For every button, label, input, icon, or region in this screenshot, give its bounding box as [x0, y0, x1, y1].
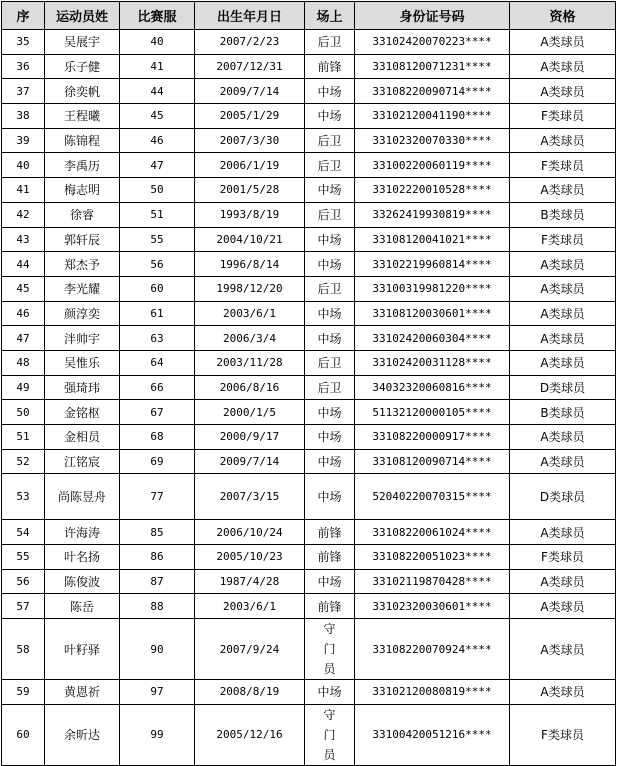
seq-cell: 53: [2, 474, 45, 520]
name-cell: 许海涛: [45, 520, 120, 545]
seq-cell: 39: [2, 128, 45, 153]
seq-cell: 41: [2, 178, 45, 203]
id-number-cell: 52040220070315****: [355, 474, 510, 520]
table-row: [2, 178, 616, 203]
qualification-cell: D类球员: [510, 375, 616, 400]
header-seq: 序: [2, 2, 45, 30]
jersey-cell: 64: [120, 350, 195, 375]
id-number-cell: 33108120030601****: [355, 301, 510, 326]
name-cell: 叶籽驿: [45, 619, 120, 680]
id-number-cell: 33108220051023****: [355, 545, 510, 570]
id-number-cell: 33102120080819****: [355, 680, 510, 705]
jersey-cell: 45: [120, 104, 195, 129]
table-row: [2, 30, 616, 55]
id-number-cell: 33102220010528****: [355, 178, 510, 203]
id-number-cell: 33108120071231****: [355, 54, 510, 79]
position-cell: 中场: [305, 680, 355, 705]
id-number-cell: 33108220061024****: [355, 520, 510, 545]
name-cell: 颜淳奕: [45, 301, 120, 326]
seq-cell: 47: [2, 326, 45, 351]
seq-cell: 56: [2, 569, 45, 594]
name-cell: 郑杰予: [45, 252, 120, 277]
name-cell: 郭轩辰: [45, 227, 120, 252]
id-number-cell: 33102420070223****: [355, 30, 510, 55]
jersey-cell: 47: [120, 153, 195, 178]
position-cell: 守门员: [305, 619, 355, 680]
id-number-cell: 51132120000105****: [355, 400, 510, 425]
birthdate-cell: 2005/1/29: [195, 104, 305, 129]
name-cell: 徐奕帆: [45, 79, 120, 104]
seq-cell: 46: [2, 301, 45, 326]
birthdate-cell: 2006/10/24: [195, 520, 305, 545]
table-row: [2, 520, 616, 545]
seq-cell: 60: [2, 704, 45, 765]
seq-cell: 48: [2, 350, 45, 375]
qualification-cell: A类球员: [510, 128, 616, 153]
id-number-cell: 33100319981220****: [355, 276, 510, 301]
header-qualification: 资格: [510, 2, 616, 30]
table-row: [2, 301, 616, 326]
id-number-cell: 33262419930819****: [355, 202, 510, 227]
position-cell: 后卫: [305, 153, 355, 178]
name-cell: 梅志明: [45, 178, 120, 203]
id-number-cell: 34032320060816****: [355, 375, 510, 400]
table-row: [2, 375, 616, 400]
table-row: [2, 153, 616, 178]
position-cell: 中场: [305, 400, 355, 425]
qualification-cell: A类球员: [510, 594, 616, 619]
jersey-cell: 99: [120, 704, 195, 765]
jersey-cell: 60: [120, 276, 195, 301]
qualification-cell: D类球员: [510, 474, 616, 520]
qualification-cell: A类球员: [510, 326, 616, 351]
qualification-cell: A类球员: [510, 350, 616, 375]
birthdate-cell: 2005/10/23: [195, 545, 305, 570]
qualification-cell: A类球员: [510, 449, 616, 474]
birthdate-cell: 2003/6/1: [195, 301, 305, 326]
table-row: [2, 350, 616, 375]
qualification-cell: A类球员: [510, 54, 616, 79]
jersey-cell: 86: [120, 545, 195, 570]
birthdate-cell: 2007/9/24: [195, 619, 305, 680]
qualification-cell: F类球员: [510, 104, 616, 129]
table-row: [2, 227, 616, 252]
name-cell: 泮帅宇: [45, 326, 120, 351]
jersey-cell: 68: [120, 425, 195, 450]
birthdate-cell: 1987/4/28: [195, 569, 305, 594]
table-row: [2, 474, 616, 520]
name-cell: 余昕达: [45, 704, 120, 765]
position-cell: 后卫: [305, 375, 355, 400]
jersey-cell: 90: [120, 619, 195, 680]
table-row: [2, 400, 616, 425]
birthdate-cell: 2004/10/21: [195, 227, 305, 252]
jersey-cell: 46: [120, 128, 195, 153]
position-cell: 中场: [305, 569, 355, 594]
table-row: [2, 594, 616, 619]
id-number-cell: 33100420051216****: [355, 704, 510, 765]
name-cell: 金相员: [45, 425, 120, 450]
birthdate-cell: 2009/7/14: [195, 449, 305, 474]
jersey-cell: 61: [120, 301, 195, 326]
name-cell: 金铭枢: [45, 400, 120, 425]
birthdate-cell: 2001/5/28: [195, 178, 305, 203]
jersey-cell: 66: [120, 375, 195, 400]
table-row: [2, 128, 616, 153]
table-row: [2, 104, 616, 129]
position-cell: 前锋: [305, 54, 355, 79]
id-number-cell: 33102219960814****: [355, 252, 510, 277]
id-number-cell: 33108120041021****: [355, 227, 510, 252]
table-row: [2, 79, 616, 104]
name-cell: 陈岳: [45, 594, 120, 619]
table-row: [2, 545, 616, 570]
name-cell: 黄恩祈: [45, 680, 120, 705]
id-number-cell: 33102120041190****: [355, 104, 510, 129]
jersey-cell: 50: [120, 178, 195, 203]
position-cell: 后卫: [305, 30, 355, 55]
table-row: [2, 202, 616, 227]
table-row: [2, 449, 616, 474]
seq-cell: 49: [2, 375, 45, 400]
seq-cell: 42: [2, 202, 45, 227]
jersey-cell: 41: [120, 54, 195, 79]
qualification-cell: A类球员: [510, 680, 616, 705]
position-cell: 中场: [305, 449, 355, 474]
position-cell: 中场: [305, 252, 355, 277]
qualification-cell: A类球员: [510, 619, 616, 680]
id-number-cell: 33102420060304****: [355, 326, 510, 351]
id-number-cell: 33102320070330****: [355, 128, 510, 153]
name-cell: 叶名扬: [45, 545, 120, 570]
birthdate-cell: 2007/12/31: [195, 54, 305, 79]
name-cell: 陈俊波: [45, 569, 120, 594]
name-cell: 王程曦: [45, 104, 120, 129]
seq-cell: 51: [2, 425, 45, 450]
seq-cell: 50: [2, 400, 45, 425]
seq-cell: 44: [2, 252, 45, 277]
table-row: [2, 276, 616, 301]
position-cell: 中场: [305, 425, 355, 450]
name-cell: 吴展宇: [45, 30, 120, 55]
header-position: 场上: [305, 2, 355, 30]
seq-cell: 38: [2, 104, 45, 129]
jersey-cell: 69: [120, 449, 195, 474]
qualification-cell: A类球员: [510, 252, 616, 277]
position-cell: 前锋: [305, 594, 355, 619]
position-cell: 中场: [305, 474, 355, 520]
table-row: [2, 54, 616, 79]
qualification-cell: F类球员: [510, 545, 616, 570]
name-cell: 强琦玮: [45, 375, 120, 400]
id-number-cell: 33102320030601****: [355, 594, 510, 619]
name-cell: 李光耀: [45, 276, 120, 301]
position-cell: 后卫: [305, 350, 355, 375]
seq-cell: 40: [2, 153, 45, 178]
qualification-cell: B类球员: [510, 400, 616, 425]
jersey-cell: 40: [120, 30, 195, 55]
jersey-cell: 51: [120, 202, 195, 227]
position-cell: 中场: [305, 79, 355, 104]
jersey-cell: 44: [120, 79, 195, 104]
qualification-cell: F类球员: [510, 227, 616, 252]
qualification-cell: A类球员: [510, 30, 616, 55]
id-number-cell: 33108220070924****: [355, 619, 510, 680]
birthdate-cell: 1998/12/20: [195, 276, 305, 301]
birthdate-cell: 1996/8/14: [195, 252, 305, 277]
qualification-cell: A类球员: [510, 79, 616, 104]
seq-cell: 45: [2, 276, 45, 301]
seq-cell: 52: [2, 449, 45, 474]
birthdate-cell: 2000/9/17: [195, 425, 305, 450]
qualification-cell: F类球员: [510, 153, 616, 178]
birthdate-cell: 2005/12/16: [195, 704, 305, 765]
jersey-cell: 77: [120, 474, 195, 520]
position-cell: 后卫: [305, 128, 355, 153]
seq-cell: 57: [2, 594, 45, 619]
seq-cell: 58: [2, 619, 45, 680]
jersey-cell: 97: [120, 680, 195, 705]
seq-cell: 43: [2, 227, 45, 252]
roster-table: [1, 1, 616, 766]
position-cell: 中场: [305, 326, 355, 351]
seq-cell: 36: [2, 54, 45, 79]
qualification-cell: A类球员: [510, 425, 616, 450]
seq-cell: 55: [2, 545, 45, 570]
name-cell: 江铭宸: [45, 449, 120, 474]
name-cell: 乐子健: [45, 54, 120, 79]
birthdate-cell: 2008/8/19: [195, 680, 305, 705]
seq-cell: 35: [2, 30, 45, 55]
jersey-cell: 63: [120, 326, 195, 351]
birthdate-cell: 2006/8/16: [195, 375, 305, 400]
name-cell: 李禹历: [45, 153, 120, 178]
jersey-cell: 67: [120, 400, 195, 425]
birthdate-cell: 1993/8/19: [195, 202, 305, 227]
qualification-cell: A类球员: [510, 301, 616, 326]
birthdate-cell: 2006/1/19: [195, 153, 305, 178]
id-number-cell: 33108220090714****: [355, 79, 510, 104]
name-cell: 徐睿: [45, 202, 120, 227]
position-cell: 前锋: [305, 520, 355, 545]
position-cell: 中场: [305, 104, 355, 129]
jersey-cell: 87: [120, 569, 195, 594]
name-cell: 吴惟乐: [45, 350, 120, 375]
header-jersey: 比赛服: [120, 2, 195, 30]
birthdate-cell: 2003/11/28: [195, 350, 305, 375]
table-row: [2, 425, 616, 450]
header-row: [2, 2, 616, 30]
table-row: [2, 680, 616, 705]
jersey-cell: 55: [120, 227, 195, 252]
position-cell: 中场: [305, 178, 355, 203]
position-cell: 中场: [305, 227, 355, 252]
birthdate-cell: 2003/6/1: [195, 594, 305, 619]
position-cell: 中场: [305, 301, 355, 326]
position-cell: 后卫: [305, 276, 355, 301]
id-number-cell: 33108120090714****: [355, 449, 510, 474]
birthdate-cell: 2007/3/30: [195, 128, 305, 153]
seq-cell: 59: [2, 680, 45, 705]
jersey-cell: 88: [120, 594, 195, 619]
qualification-cell: F类球员: [510, 704, 616, 765]
birthdate-cell: 2006/3/4: [195, 326, 305, 351]
jersey-cell: 56: [120, 252, 195, 277]
id-number-cell: 33108220000917****: [355, 425, 510, 450]
table-row: [2, 326, 616, 351]
birthdate-cell: 2007/3/15: [195, 474, 305, 520]
position-cell: 后卫: [305, 202, 355, 227]
birthdate-cell: 2007/2/23: [195, 30, 305, 55]
header-birthdate: 出生年月日: [195, 2, 305, 30]
jersey-cell: 85: [120, 520, 195, 545]
qualification-cell: B类球员: [510, 202, 616, 227]
seq-cell: 37: [2, 79, 45, 104]
header-athlete-name: 运动员姓: [45, 2, 120, 30]
header-id-number: 身份证号码: [355, 2, 510, 30]
qualification-cell: A类球员: [510, 276, 616, 301]
position-cell: 守门员: [305, 704, 355, 765]
table-row: [2, 252, 616, 277]
birthdate-cell: 2000/1/5: [195, 400, 305, 425]
qualification-cell: A类球员: [510, 569, 616, 594]
id-number-cell: 33102119870428****: [355, 569, 510, 594]
position-cell: 前锋: [305, 545, 355, 570]
id-number-cell: 33102420031128****: [355, 350, 510, 375]
name-cell: 陈锦程: [45, 128, 120, 153]
seq-cell: 54: [2, 520, 45, 545]
name-cell: 尚陈昱舟: [45, 474, 120, 520]
table-row: [2, 704, 616, 765]
table-row: [2, 619, 616, 680]
qualification-cell: A类球员: [510, 520, 616, 545]
birthdate-cell: 2009/7/14: [195, 79, 305, 104]
table-row: [2, 569, 616, 594]
qualification-cell: A类球员: [510, 178, 616, 203]
id-number-cell: 33100220060119****: [355, 153, 510, 178]
